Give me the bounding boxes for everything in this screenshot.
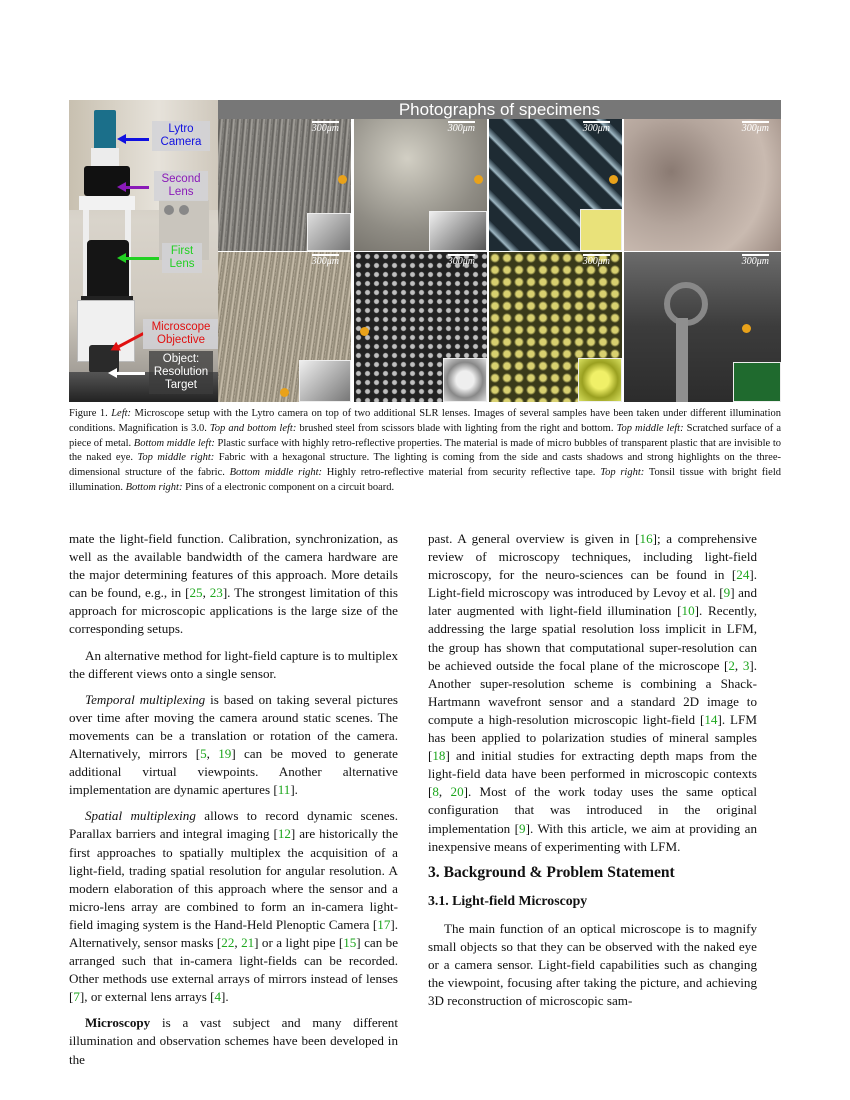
scale-bar: 300μm [447, 256, 475, 267]
paragraph: Spatial multiplexing allows to record dynamic scenes. Parallax barriers and integral imaging [12] are historically the first approaches to spatially multiplex the acquisition of a light-field, trading spatial resolution for angular resolution. A modern elaboration of this approach where the sensor and a micro-lens array are combined to form an in-camera light-field imaging system is the Hand-Held Plenoptic Camera [17]. Alternatively, sensor masks [22, 21] or a light pipe [15] can be arranged such that in-camera light-fields can be recorded. Other methods use external arrays of mirrors instead of lenses [7], or external lens arrays [4]. [69, 808, 399, 1005]
citation-link[interactable]: 21 [241, 934, 255, 950]
label-microscope-objective: Microscope Objective [143, 319, 218, 349]
citation-link[interactable]: 10 [681, 603, 695, 619]
figure-1 [69, 100, 781, 402]
paragraph: An alternative method for light-field capture is to multiplex the different views onto a single sensor. [69, 647, 398, 681]
grid-title: Photographs of specimens [218, 100, 781, 119]
right-column [428, 530, 757, 1018]
paragraph: mate the light-field function. Calibration, synchronization, as well as the available bandwidth of the camera hardware are the major determining features of this approach. More details can be found, e.g., in [25, 23]. The strongest limitation of this approach for microscopic applications is the large size of the corresponding setups. [69, 531, 398, 637]
scale-bar: 300μm [741, 256, 769, 267]
specimen-scratched-metal [354, 119, 487, 251]
citation-link[interactable]: 7 [73, 989, 80, 1005]
section-heading: 3. Background & Problem Statement [428, 863, 675, 881]
paragraph: Temporal multiplexing is based on taking several pictures over time after moving the camera around static scenes. The movements can be a translation or rotation of the camera. Alternatively, mirrors [5, 19] can be moved to generate additional virtual viewpoints. Another alternative implementation are dynamic apertures [11]. [69, 691, 398, 798]
citation-link[interactable]: 16 [639, 531, 653, 546]
citation-link[interactable]: 20 [450, 784, 464, 800]
citation-link[interactable]: 9 [519, 820, 526, 836]
label-first-lens: First Lens [162, 243, 202, 273]
microscope-setup-photo [69, 100, 218, 402]
specimen-security-reflective-tape [489, 252, 622, 402]
scale-bar: 300μm [741, 123, 769, 134]
citation-link[interactable]: 8 [432, 784, 439, 800]
specimen-circuit-board-pins [624, 252, 781, 402]
scale-bar: 300μm [447, 123, 475, 134]
citation-link[interactable]: 12 [277, 826, 291, 842]
figure-caption: Figure 1. Left: Microscope setup with the Lytro camera on top of two additional SLR lenses. Images of several samples have been taken under different illumination conditions. Magnification is 3.0. Top and bottom left: brushed steel from scissors blade with lighting from the right and bottom. Top middle left: Scratched surface of a piece of metal. Bottom middle left: Plastic surface with highly retro-reflective properties. The material is made of micro bubbles of transparent plastic that are invisible to the naked eye. Top middle right: Fabric with a hexagonal structure. The lighting is coming from the side and casts shadows and strong highlights on the three-dimensional structure of the fabric. Bottom middle right: Highly retro-reflective material from security reflective tape. Top right: Tonsil tissue with bright field illumination. Bottom right: Pins of a electronic component on a circuit board. [69, 408, 781, 493]
citation-link[interactable]: 5 [200, 746, 207, 762]
scale-bar: 300μm [582, 256, 610, 267]
citation-link[interactable]: 14 [704, 711, 718, 727]
label-object-resolution-target: Object: Resolution Target [149, 351, 213, 394]
paragraph: Microscopy is a vast subject and many different illumination and observation schemes have been developed in the [69, 1015, 398, 1067]
citation-link[interactable]: 2 [728, 657, 735, 673]
citation-link[interactable]: 11 [277, 782, 291, 798]
specimen-brushed-steel-top [218, 119, 351, 251]
paragraph: past. A general overview is given in [16]; a comprehensive review of microscopy techniques, including light-field microscopy, for the neuro-sciences can be found in [24]. Light-field microscopy was introduced by Levoy et al. [9] and later augmented with light-field illumination [10]. Recently, addressing the large spatial resolution loss implicit in LFM, the group has shown that computational super-resolution can be achieved outside the focal plane of the microscope [2, 3]. Another super-resolution scheme is combining a Shack-Hartmann wavefront sensor and a standard 2D image to compute a high-resolution microscopic light-field [14]. LFM has been applied to polarization studies of mineral samples [18] and initial studies for extracting depth maps from the light-field data have been performed in microscopic contexts [8, 20]. Most of the work today uses the same optical configuration that was introduced in the original implementation [9]. With this article, we aim at providing an inexpensive means of experimenting with LFM. [428, 531, 758, 854]
citation-link[interactable]: 25 [189, 585, 203, 601]
citation-link[interactable]: 24 [736, 567, 750, 583]
citation-link[interactable]: 17 [377, 916, 391, 932]
left-column [69, 530, 398, 1077]
citation-link[interactable]: 15 [343, 934, 357, 950]
citation-link[interactable]: 22 [221, 934, 235, 950]
label-second-lens: Second Lens [154, 171, 208, 201]
specimen-brushed-steel-bottom [218, 252, 351, 402]
citation-link[interactable]: 4 [214, 989, 221, 1005]
specimen-retro-reflective-plastic [354, 252, 487, 402]
citation-link[interactable]: 23 [209, 585, 223, 601]
label-lytro-camera: Lytro Camera [152, 121, 210, 151]
scale-bar: 300μm [582, 123, 610, 134]
citation-link[interactable]: 19 [218, 746, 232, 762]
specimen-hexagonal-fabric [489, 119, 622, 251]
scale-bar: 300μm [311, 123, 339, 134]
specimen-tonsil-tissue [624, 119, 781, 251]
scale-bar: 300μm [311, 256, 339, 267]
citation-link[interactable]: 18 [432, 748, 446, 764]
citation-link[interactable]: 9 [723, 585, 731, 601]
citation-link[interactable]: 3 [742, 657, 750, 673]
subsection-heading: 3.1. Light-field Microscopy [428, 892, 588, 908]
paragraph: The main function of an optical microscope is to magnify small objects so that they can be observed with the naked eye or a camera sensor. Light-field capabilities such as changing the viewpoint, focusing after taking the picture, and achieving 3D reconstruction of microscopic sam- [428, 920, 757, 1009]
